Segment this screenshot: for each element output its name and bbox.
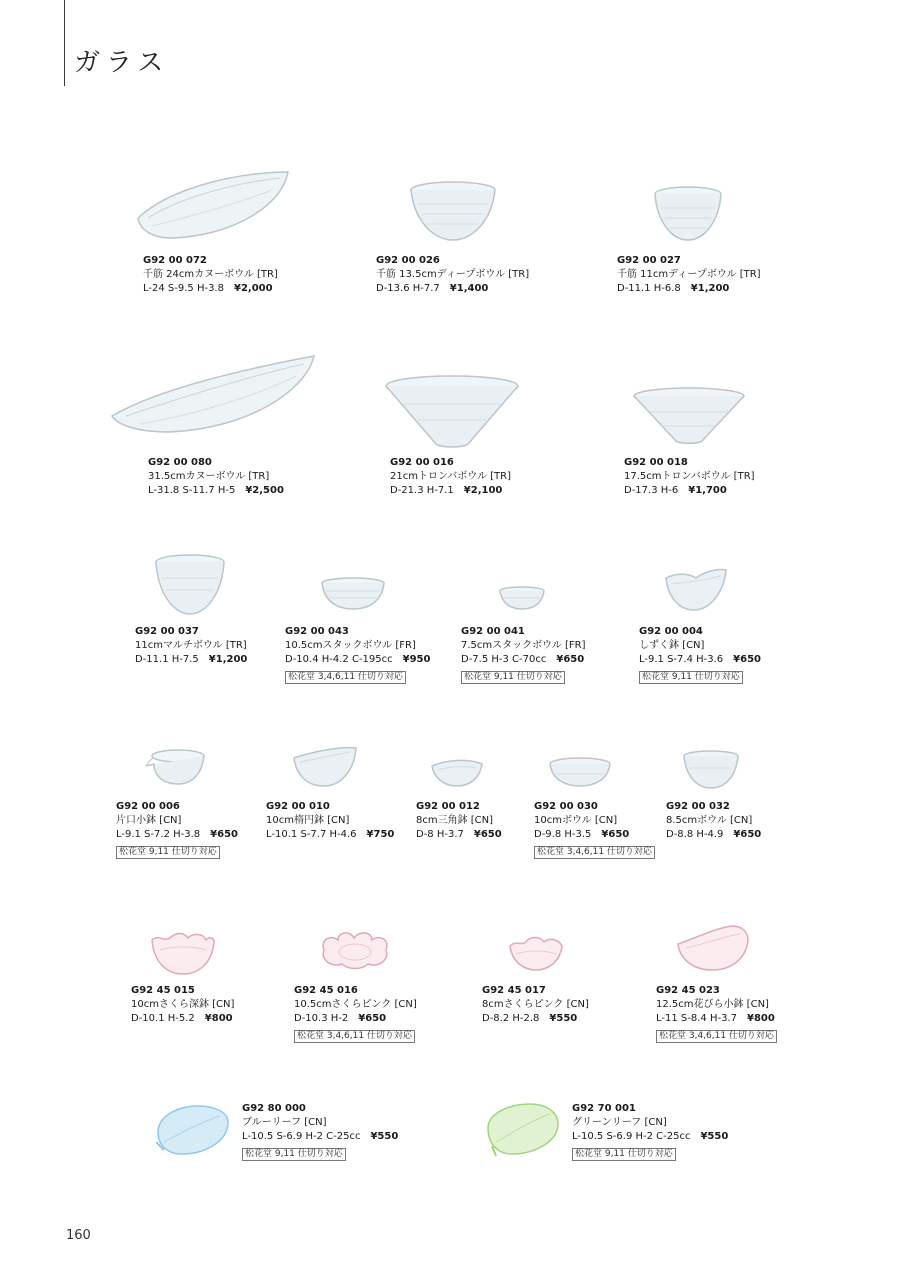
product-price: ¥2,100 bbox=[463, 485, 503, 496]
product-dims: D-10.4 H-4.2 C-195cc bbox=[285, 654, 393, 665]
blue-leaf-dish-icon bbox=[154, 1102, 230, 1158]
product-price: ¥650 bbox=[358, 1013, 387, 1024]
product-price: ¥1,200 bbox=[208, 654, 248, 665]
product-code: G92 00 026 bbox=[376, 255, 440, 266]
product-dims: D-10.3 H-2 bbox=[294, 1013, 349, 1024]
product-price: ¥800 bbox=[746, 1013, 775, 1024]
product-price: ¥650 bbox=[733, 829, 762, 840]
product-dims: D-7.5 H-3 C-70cc bbox=[461, 654, 547, 665]
product-caption bbox=[666, 800, 761, 842]
product-code: G92 00 041 bbox=[461, 626, 525, 637]
partition-note: 松花堂 9,11 仕切り対応 bbox=[639, 671, 743, 684]
product-price: ¥650 bbox=[601, 829, 630, 840]
product-caption bbox=[617, 254, 761, 296]
product-caption bbox=[135, 625, 247, 667]
deep-bowl-icon bbox=[154, 554, 226, 618]
sakura-deep-bowl-icon bbox=[150, 930, 216, 976]
product-dims: L-9.1 S-7.4 H-3.6 bbox=[639, 654, 724, 665]
sakura-dish-icon bbox=[508, 936, 564, 972]
product-dims: L-9.1 S-7.2 H-3.8 bbox=[116, 829, 201, 840]
product-name: 10.5cmさくらピンク [CN] bbox=[294, 999, 417, 1010]
page-title: ガラス bbox=[74, 48, 170, 78]
deep-bowl-icon bbox=[408, 180, 498, 244]
product-name: 10cmさくら深鉢 [CN] bbox=[131, 999, 235, 1010]
product-name: しずく鉢 [CN] bbox=[639, 640, 705, 651]
product-name: 8cmさくらピンク [CN] bbox=[482, 999, 589, 1010]
product-price: ¥650 bbox=[556, 654, 585, 665]
product-price: ¥550 bbox=[370, 1131, 399, 1142]
partition-note: 松花堂 3,4,6,11 仕切り対応 bbox=[534, 846, 655, 859]
product-name: 10cm楕円鉢 [CN] bbox=[266, 815, 350, 826]
wide-bowl-icon bbox=[632, 386, 746, 446]
product-caption bbox=[131, 984, 234, 1026]
product-price: ¥2,500 bbox=[245, 485, 284, 496]
product-dims: D-8.2 H-2.8 bbox=[482, 1013, 540, 1024]
product-name: ブルーリーフ [CN] bbox=[242, 1117, 327, 1128]
product-code: G92 70 001 bbox=[572, 1103, 636, 1114]
product-code: G92 00 018 bbox=[624, 457, 688, 468]
product-caption bbox=[639, 625, 761, 684]
product-price: ¥650 bbox=[733, 654, 761, 665]
product-name: 8.5cmボウル [CN] bbox=[666, 815, 753, 826]
header-rule bbox=[64, 0, 65, 86]
shallow-bowl-icon bbox=[548, 756, 612, 788]
product-code: G92 00 016 bbox=[390, 457, 454, 468]
product-caption bbox=[482, 984, 589, 1026]
green-leaf-dish-icon bbox=[484, 1102, 560, 1158]
product-price: ¥750 bbox=[366, 829, 395, 840]
product-caption bbox=[624, 456, 755, 498]
product-caption bbox=[461, 625, 586, 684]
product-code: G92 00 030 bbox=[534, 801, 598, 812]
product-caption bbox=[266, 800, 394, 842]
product-name: 31.5cmカヌーボウル [TR] bbox=[148, 471, 270, 482]
product-caption bbox=[143, 254, 278, 296]
product-dims: D-13.6 H-7.7 bbox=[376, 283, 440, 294]
product-dims: L-10.5 S-6.9 H-2 C-25cc bbox=[242, 1131, 361, 1142]
product-name: 21cmトロンバボウル [TR] bbox=[390, 471, 512, 482]
page-number: 160 bbox=[66, 1228, 91, 1243]
product-dims: D-11.1 H-6.8 bbox=[617, 283, 681, 294]
product-code: G92 00 080 bbox=[148, 457, 212, 468]
product-price: ¥800 bbox=[204, 1013, 233, 1024]
product-dims: D-9.8 H-3.5 bbox=[534, 829, 592, 840]
product-code: G92 80 000 bbox=[242, 1103, 306, 1114]
partition-note: 松花堂 9,11 仕切り対応 bbox=[461, 671, 565, 684]
partition-note: 松花堂 9,11 仕切り対応 bbox=[116, 846, 220, 859]
partition-note: 松花堂 3,4,6,11 仕切り対応 bbox=[294, 1030, 415, 1043]
product-dims: L-31.8 S-11.7 H-5 bbox=[148, 485, 236, 496]
product-price: ¥2,000 bbox=[233, 283, 273, 294]
product-name: 千筋 13.5cmディープボウル [TR] bbox=[376, 269, 530, 280]
product-name: グリーンリーフ [CN] bbox=[572, 1117, 667, 1128]
deep-bowl-icon bbox=[652, 186, 724, 244]
product-caption bbox=[656, 984, 777, 1043]
product-dims: L-10.5 S-6.9 H-2 C-25cc bbox=[572, 1131, 691, 1142]
product-dims: D-11.1 H-7.5 bbox=[135, 654, 199, 665]
product-name: 千筋 11cmディープボウル [TR] bbox=[617, 269, 761, 280]
product-dims: L-24 S-9.5 H-3.8 bbox=[143, 283, 224, 294]
product-code: G92 00 032 bbox=[666, 801, 730, 812]
product-dims: D-21.3 H-7.1 bbox=[390, 485, 454, 496]
product-name: 片口小鉢 [CN] bbox=[116, 815, 182, 826]
product-name: 11cmマルチボウル [TR] bbox=[135, 640, 247, 651]
stack-bowl-icon bbox=[320, 576, 386, 612]
stack-bowl-icon bbox=[498, 586, 546, 612]
product-caption bbox=[376, 254, 529, 296]
product-code: G92 45 017 bbox=[482, 985, 546, 996]
wide-bowl-icon bbox=[384, 374, 520, 450]
product-name: 10cmボウル [CN] bbox=[534, 815, 618, 826]
partition-note: 松花堂 3,4,6,11 仕切り対応 bbox=[656, 1030, 777, 1043]
product-caption bbox=[416, 800, 502, 842]
oval-bowl-icon bbox=[292, 746, 358, 788]
sakura-flat-dish-icon bbox=[320, 930, 390, 970]
product-dims: L-10.1 S-7.7 H-4.6 bbox=[266, 829, 357, 840]
product-dims: D-8.8 H-4.9 bbox=[666, 829, 724, 840]
product-dims: D-17.3 H-6 bbox=[624, 485, 679, 496]
product-name: 10.5cmスタックボウル [FR] bbox=[285, 640, 416, 651]
product-price: ¥1,700 bbox=[688, 485, 727, 496]
product-caption bbox=[390, 456, 511, 498]
deep-bowl-icon bbox=[682, 750, 740, 790]
partition-note: 松花堂 3,4,6,11 仕切り対応 bbox=[285, 671, 406, 684]
product-dims: D-8 H-3.7 bbox=[416, 829, 464, 840]
product-code: G92 00 027 bbox=[617, 255, 681, 266]
partition-note: 松花堂 9,11 仕切り対応 bbox=[572, 1148, 676, 1161]
product-code: G92 45 016 bbox=[294, 985, 358, 996]
product-code: G92 00 006 bbox=[116, 801, 180, 812]
product-caption bbox=[572, 1102, 728, 1161]
product-code: G92 00 012 bbox=[416, 801, 480, 812]
petal-bowl-icon bbox=[676, 924, 750, 972]
product-caption bbox=[534, 800, 655, 859]
product-code: G92 00 010 bbox=[266, 801, 330, 812]
product-name: 8cm三角鉢 [CN] bbox=[416, 815, 494, 826]
drop-bowl-icon bbox=[664, 568, 728, 612]
product-caption bbox=[285, 625, 430, 684]
product-price: ¥650 bbox=[210, 829, 238, 840]
product-price: ¥550 bbox=[549, 1013, 578, 1024]
product-caption bbox=[242, 1102, 398, 1161]
product-code: G92 00 072 bbox=[143, 255, 207, 266]
product-code: G92 00 004 bbox=[639, 626, 703, 637]
product-caption bbox=[294, 984, 417, 1043]
product-name: 17.5cmトロンバボウル [TR] bbox=[624, 471, 755, 482]
product-name: 7.5cmスタックボウル [FR] bbox=[461, 640, 586, 651]
partition-note: 松花堂 9,11 仕切り対応 bbox=[242, 1148, 346, 1161]
product-code: G92 00 043 bbox=[285, 626, 349, 637]
product-code: G92 00 037 bbox=[135, 626, 199, 637]
product-name: 千筋 24cmカヌーボウル [TR] bbox=[143, 269, 278, 280]
product-price: ¥550 bbox=[700, 1131, 729, 1142]
canoe-bowl-icon bbox=[110, 354, 316, 436]
triangle-bowl-icon bbox=[430, 756, 484, 788]
spout-bowl-icon bbox=[144, 748, 206, 786]
canoe-bowl-icon bbox=[132, 166, 292, 248]
product-code: G92 45 023 bbox=[656, 985, 720, 996]
product-price: ¥950 bbox=[402, 654, 431, 665]
product-dims: D-10.1 H-5.2 bbox=[131, 1013, 195, 1024]
product-price: ¥1,400 bbox=[449, 283, 489, 294]
product-name: 12.5cm花びら小鉢 [CN] bbox=[656, 999, 769, 1010]
product-price: ¥1,200 bbox=[690, 283, 730, 294]
product-price: ¥650 bbox=[473, 829, 502, 840]
product-dims: L-11 S-8.4 H-3.7 bbox=[656, 1013, 737, 1024]
product-code: G92 45 015 bbox=[131, 985, 195, 996]
product-caption bbox=[116, 800, 238, 859]
product-caption bbox=[148, 456, 284, 498]
